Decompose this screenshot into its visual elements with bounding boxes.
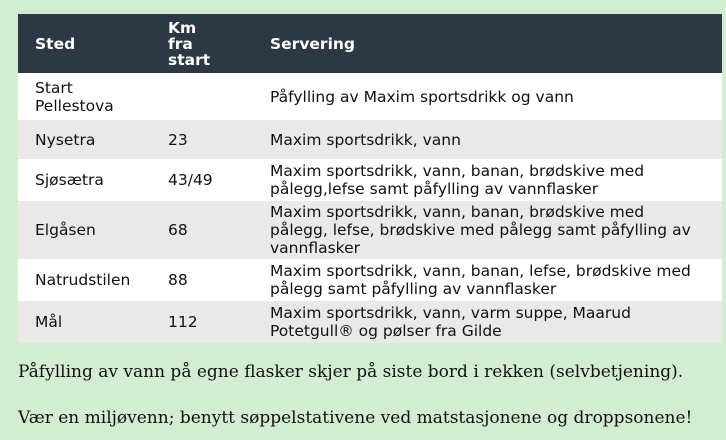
table-row [18,73,722,120]
cell-servering: Maxim sportsdrikk, vann, banan, brødskive med pålegg,lefse samt påfylling av vannflasker [252,159,722,201]
refreshment-table [18,14,722,343]
cell-km: 112 [168,301,252,343]
table-row [18,201,722,259]
cell-servering: Påfylling av Maxim sportsdrikk og vann [252,73,722,120]
table-row [18,301,722,343]
table-row [18,259,722,301]
cell-km: 88 [168,259,252,301]
cell-sted: Natrudstilen [18,259,168,301]
cell-servering: Maxim sportsdrikk, vann, banan, brødskive med pålegg, lefse, brødskive med pålegg samt påfylling av vannflasker [252,201,722,259]
header-servering: Servering [252,14,722,73]
cell-km [168,73,252,120]
table-row [18,120,722,159]
header-km: Km fra start [168,14,252,73]
cell-km: 68 [168,201,252,259]
table-row [18,159,722,201]
cell-sted: Sjøsætra [18,159,168,201]
cell-servering: Maxim sportsdrikk, vann, varm suppe, Maarud Potetgull® og pølser fra Gilde [252,301,722,343]
cell-sted: Nysetra [18,120,168,159]
cell-sted: Mål [18,301,168,343]
cell-km: 43/49 [168,159,252,201]
note-environment: Vær en miljøvenn; benytt søppelstativene ved matstasjonene og droppsonene! [18,408,693,428]
cell-km: 23 [168,120,252,159]
cell-sted: Elgåsen [18,201,168,259]
note-water-refill: Påfylling av vann på egne flasker skjer på siste bord i rekken (selvbetjening). [18,362,684,382]
cell-servering: Maxim sportsdrikk, vann [252,120,722,159]
cell-sted: Start Pellestova [18,73,168,120]
cell-servering: Maxim sportsdrikk, vann, banan, lefse, brødskive med pålegg samt påfylling av vannflasker [252,259,722,301]
table-header-row [18,14,722,73]
header-sted: Sted [18,14,168,73]
